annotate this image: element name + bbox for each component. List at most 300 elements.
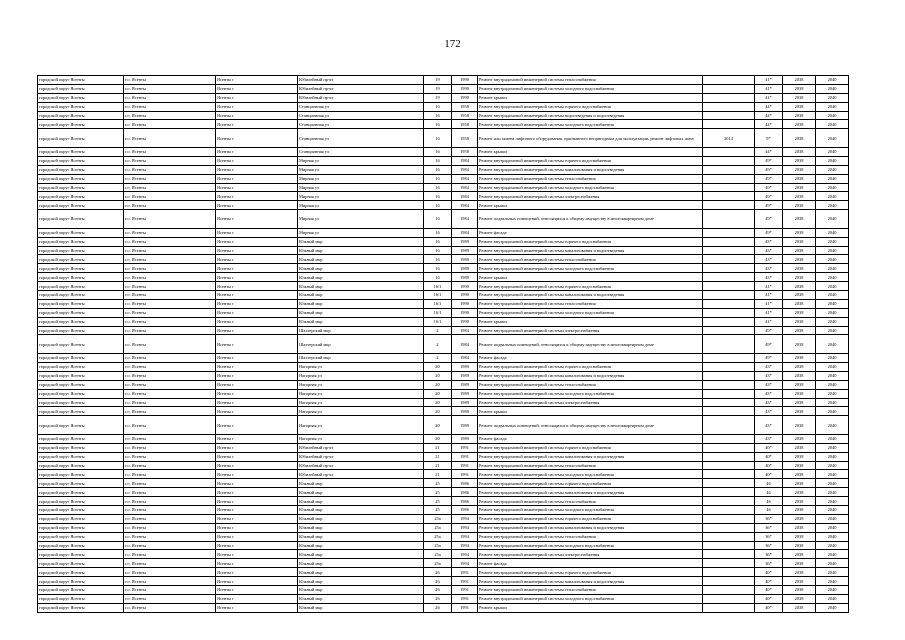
- cell-build-year: 1994: [452, 523, 478, 532]
- cell-street: Южный мкр: [298, 282, 424, 291]
- cell-period-end: 2040: [816, 273, 849, 282]
- cell-wear-percent: 43*: [755, 273, 783, 282]
- cell-build-year: 1958: [452, 129, 478, 148]
- cell-period-end: 2040: [816, 174, 849, 183]
- table-row: [38, 210, 849, 229]
- cell-settlement: г.о. Ясенты: [124, 210, 216, 229]
- cell-municipality: городской округ Ясенты: [38, 362, 124, 371]
- cell-wear-percent: 43*: [755, 237, 783, 246]
- cell-wear-percent: 49*: [755, 165, 783, 174]
- cell-work-type: Ремонт внутридомовой инженерной системы канализования и водоотведения: [478, 246, 703, 255]
- cell-street: Южный мкр: [298, 246, 424, 255]
- cell-street: Южный мкр: [298, 577, 424, 586]
- table-row: [38, 354, 849, 363]
- cell-municipality: городской округ Ясенты: [38, 129, 124, 148]
- cell-house-number: 20: [424, 362, 452, 371]
- cell-period-start: 2038: [783, 246, 816, 255]
- cell-period-start: 2038: [783, 111, 816, 120]
- cell-house-number: 16/1: [424, 308, 452, 317]
- cell-house-number: 16: [424, 228, 452, 237]
- cell-work-type: Ремонт внутридомовой инженерной системы теплоснабжения: [478, 380, 703, 389]
- table-row: [38, 407, 849, 416]
- cell-locality: Ясенты г: [216, 165, 298, 174]
- cell-build-year: 1994: [452, 532, 478, 541]
- cell-wear-percent: 43*: [755, 380, 783, 389]
- cell-wear-percent: 44*: [755, 147, 783, 156]
- cell-period-end: 2040: [816, 577, 849, 586]
- cell-build-year: 1986: [452, 479, 478, 488]
- cell-period-start: 2038: [783, 273, 816, 282]
- cell-locality: Ясенты г: [216, 443, 298, 452]
- cell-work-type: Ремонт внутридомовой инженерной системы теплоснабжения: [478, 255, 703, 264]
- cell-locality: Ясенты г: [216, 210, 298, 229]
- cell-locality: Ясенты г: [216, 550, 298, 559]
- cell-locality: Ясенты г: [216, 532, 298, 541]
- cell-settlement: г.о. Ясенты: [124, 201, 216, 210]
- cell-period-start: 2038: [783, 594, 816, 603]
- cell-work-type: Ремонт крыши: [478, 603, 703, 612]
- table-row: [38, 282, 849, 291]
- cell-wear-percent: 49*: [755, 174, 783, 183]
- cell-house-number: 19: [424, 93, 452, 102]
- cell-municipality: городской округ Ясенты: [38, 434, 124, 443]
- cell-street: Южный мкр: [298, 291, 424, 300]
- cell-lift-year: [703, 299, 755, 308]
- cell-period-start: 2038: [783, 603, 816, 612]
- cell-period-start: 2038: [783, 228, 816, 237]
- cell-build-year: 1989: [452, 371, 478, 380]
- cell-wear-percent: 43*: [755, 264, 783, 273]
- cell-wear-percent: 43*: [755, 416, 783, 435]
- cell-street: Мирная ул: [298, 228, 424, 237]
- cell-wear-percent: 49*: [755, 192, 783, 201]
- cell-period-end: 2040: [816, 264, 849, 273]
- cell-locality: Ясенты г: [216, 299, 298, 308]
- cell-period-end: 2040: [816, 102, 849, 111]
- cell-period-end: 2040: [816, 354, 849, 363]
- cell-period-end: 2040: [816, 120, 849, 129]
- table-row: [38, 497, 849, 506]
- cell-locality: Ясенты г: [216, 568, 298, 577]
- cell-settlement: г.о. Ясенты: [124, 299, 216, 308]
- cell-build-year: 1991: [452, 470, 478, 479]
- cell-locality: Ясенты г: [216, 407, 298, 416]
- cell-work-type: Ремонт внутридомовой инженерной системы холодного водоснабжения: [478, 308, 703, 317]
- cell-work-type: Ремонт внутридомовой инженерной системы горячего водоснабжения: [478, 156, 703, 165]
- cell-house-number: 16: [424, 111, 452, 120]
- cell-locality: Ясенты г: [216, 273, 298, 282]
- cell-street: Южный мкр: [298, 603, 424, 612]
- cell-street: Южный мкр: [298, 317, 424, 326]
- cell-work-type: Ремонт внутридомовой инженерной системы теплоснабжения: [478, 532, 703, 541]
- table-row: [38, 541, 849, 550]
- cell-lift-year: [703, 228, 755, 237]
- cell-house-number: 20: [424, 398, 452, 407]
- cell-period-start: 2038: [783, 470, 816, 479]
- cell-work-type: Ремонт крыши: [478, 317, 703, 326]
- cell-house-number: 21: [424, 452, 452, 461]
- cell-build-year: 1984: [452, 156, 478, 165]
- cell-municipality: городской округ Ясенты: [38, 93, 124, 102]
- cell-locality: Ясенты г: [216, 470, 298, 479]
- cell-house-number: 26: [424, 603, 452, 612]
- cell-wear-percent: 41*: [755, 317, 783, 326]
- cell-build-year: 1990: [452, 299, 478, 308]
- cell-house-number: 16: [424, 201, 452, 210]
- cell-street: Нагорная ул: [298, 389, 424, 398]
- cell-wear-percent: 36*: [755, 514, 783, 523]
- cell-municipality: городской округ Ясенты: [38, 102, 124, 111]
- cell-house-number: 16: [424, 183, 452, 192]
- cell-period-start: 2038: [783, 264, 816, 273]
- cell-wear-percent: 43*: [755, 407, 783, 416]
- cell-street: Юбилейный пр-кт: [298, 93, 424, 102]
- cell-street: Нагорная ул: [298, 416, 424, 435]
- cell-build-year: 1989: [452, 246, 478, 255]
- cell-settlement: г.о. Ясенты: [124, 559, 216, 568]
- cell-locality: Ясенты г: [216, 120, 298, 129]
- cell-wear-percent: 41*: [755, 84, 783, 93]
- cell-settlement: г.о. Ясенты: [124, 174, 216, 183]
- cell-work-type: Ремонт внутридомовой инженерной системы канализования и водоотведения: [478, 523, 703, 532]
- cell-period-start: 2038: [783, 308, 816, 317]
- cell-build-year: 1991: [452, 461, 478, 470]
- cell-house-number: 21: [424, 443, 452, 452]
- cell-period-start: 2038: [783, 210, 816, 229]
- cell-lift-year: [703, 461, 755, 470]
- cell-house-number: 2: [424, 354, 452, 363]
- cell-municipality: городской округ Ясенты: [38, 147, 124, 156]
- cell-municipality: городской округ Ясенты: [38, 497, 124, 506]
- cell-period-end: 2040: [816, 380, 849, 389]
- table-row: [38, 568, 849, 577]
- cell-settlement: г.о. Ясенты: [124, 541, 216, 550]
- cell-wear-percent: 43*: [755, 434, 783, 443]
- cell-period-end: 2040: [816, 443, 849, 452]
- cell-work-type: Ремонт крыши: [478, 201, 703, 210]
- cell-wear-percent: 49*: [755, 183, 783, 192]
- cell-lift-year: [703, 174, 755, 183]
- cell-street: Южный мкр: [298, 532, 424, 541]
- cell-municipality: городской округ Ясенты: [38, 461, 124, 470]
- cell-locality: Ясенты г: [216, 111, 298, 120]
- cell-period-start: 2038: [783, 317, 816, 326]
- cell-settlement: г.о. Ясенты: [124, 603, 216, 612]
- cell-wear-percent: 36*: [755, 550, 783, 559]
- cell-build-year: 1990: [452, 308, 478, 317]
- cell-work-type: Ремонт или замена лифтового оборудования, признанного непригодным для эксплуатации, ремонт лифтовых шахт: [478, 129, 703, 148]
- cell-period-end: 2040: [816, 335, 849, 354]
- cell-work-type: Ремонт крыши: [478, 93, 703, 102]
- cell-settlement: г.о. Ясенты: [124, 506, 216, 515]
- table-row: [38, 326, 849, 335]
- cell-street: Мирная ул: [298, 174, 424, 183]
- cell-municipality: городской округ Ясенты: [38, 282, 124, 291]
- cell-period-end: 2040: [816, 362, 849, 371]
- cell-build-year: 1990: [452, 76, 478, 85]
- table-row: [38, 362, 849, 371]
- table-row: [38, 308, 849, 317]
- cell-period-end: 2040: [816, 76, 849, 85]
- cell-settlement: г.о. Ясенты: [124, 514, 216, 523]
- cell-work-type: Ремонт внутридомовой инженерной системы теплоснабжения: [478, 586, 703, 595]
- cell-period-start: 2038: [783, 147, 816, 156]
- cell-wear-percent: 36*: [755, 559, 783, 568]
- table-row: [38, 577, 849, 586]
- cell-period-end: 2040: [816, 407, 849, 416]
- cell-work-type: Ремонт внутридомовой инженерной системы горячего водоснабжения: [478, 362, 703, 371]
- cell-locality: Ясенты г: [216, 586, 298, 595]
- cell-street: Южный мкр: [298, 523, 424, 532]
- cell-house-number: 16: [424, 147, 452, 156]
- cell-build-year: 1989: [452, 237, 478, 246]
- cell-lift-year: [703, 201, 755, 210]
- cell-work-type: Ремонт внутридомовой инженерной системы теплоснабжения: [478, 174, 703, 183]
- cell-municipality: городской округ Ясенты: [38, 291, 124, 300]
- cell-lift-year: [703, 317, 755, 326]
- cell-house-number: 25а: [424, 541, 452, 550]
- cell-municipality: городской округ Ясенты: [38, 299, 124, 308]
- cell-build-year: 1991: [452, 577, 478, 586]
- cell-street: Нагорная ул: [298, 371, 424, 380]
- cell-lift-year: [703, 111, 755, 120]
- cell-house-number: 16: [424, 246, 452, 255]
- cell-wear-percent: 43*: [755, 398, 783, 407]
- cell-municipality: городской округ Ясенты: [38, 452, 124, 461]
- table-row: [38, 434, 849, 443]
- cell-municipality: городской округ Ясенты: [38, 335, 124, 354]
- cell-wear-percent: 41*: [755, 76, 783, 85]
- cell-locality: Ясенты г: [216, 282, 298, 291]
- cell-lift-year: [703, 291, 755, 300]
- table-row: [38, 389, 849, 398]
- cell-work-type: Ремонт внутридомовой инженерной системы горячего водоснабжения: [478, 282, 703, 291]
- cell-municipality: городской округ Ясенты: [38, 407, 124, 416]
- cell-lift-year: [703, 443, 755, 452]
- cell-period-end: 2040: [816, 532, 849, 541]
- cell-locality: Ясенты г: [216, 461, 298, 470]
- cell-street: Южный мкр: [298, 506, 424, 515]
- cell-house-number: 19: [424, 84, 452, 93]
- cell-period-end: 2040: [816, 461, 849, 470]
- cell-settlement: г.о. Ясенты: [124, 111, 216, 120]
- cell-period-end: 2040: [816, 255, 849, 264]
- cell-period-start: 2038: [783, 452, 816, 461]
- cell-work-type: Ремонт внутридомовой инженерной системы горячего водоснабжения: [478, 102, 703, 111]
- cell-work-type: Ремонт внутридомовой инженерной системы водоотведения и водоотведения: [478, 111, 703, 120]
- cell-build-year: 1989: [452, 434, 478, 443]
- cell-municipality: городской округ Ясенты: [38, 568, 124, 577]
- cell-house-number: 20: [424, 416, 452, 435]
- cell-wear-percent: 43*: [755, 255, 783, 264]
- cell-period-start: 2038: [783, 326, 816, 335]
- page-number: 172: [444, 38, 461, 50]
- cell-period-start: 2038: [783, 532, 816, 541]
- cell-municipality: городской округ Ясенты: [38, 228, 124, 237]
- cell-period-end: 2040: [816, 371, 849, 380]
- cell-wear-percent: 40*: [755, 443, 783, 452]
- table-row: [38, 335, 849, 354]
- cell-wear-percent: 46: [755, 488, 783, 497]
- cell-settlement: г.о. Ясенты: [124, 586, 216, 595]
- cell-build-year: 1991: [452, 594, 478, 603]
- cell-period-start: 2038: [783, 371, 816, 380]
- cell-period-start: 2038: [783, 299, 816, 308]
- cell-period-end: 2040: [816, 506, 849, 515]
- cell-lift-year: [703, 102, 755, 111]
- cell-period-end: 2040: [816, 291, 849, 300]
- cell-settlement: г.о. Ясенты: [124, 156, 216, 165]
- cell-period-end: 2040: [816, 237, 849, 246]
- cell-lift-year: [703, 326, 755, 335]
- cell-period-start: 2038: [783, 120, 816, 129]
- cell-period-end: 2040: [816, 246, 849, 255]
- cell-lift-year: [703, 559, 755, 568]
- cell-period-end: 2040: [816, 523, 849, 532]
- cell-period-start: 2038: [783, 237, 816, 246]
- cell-work-type: Ремонт внутридомовой инженерной системы теплоснабжения: [478, 76, 703, 85]
- cell-wear-percent: 49*: [755, 210, 783, 229]
- cell-street: Станционная ул: [298, 111, 424, 120]
- cell-settlement: г.о. Ясенты: [124, 76, 216, 85]
- cell-house-number: 16: [424, 174, 452, 183]
- cell-period-end: 2040: [816, 282, 849, 291]
- cell-house-number: 25а: [424, 532, 452, 541]
- cell-build-year: 1991: [452, 568, 478, 577]
- cell-municipality: городской округ Ясенты: [38, 532, 124, 541]
- cell-period-start: 2038: [783, 443, 816, 452]
- cell-settlement: г.о. Ясенты: [124, 282, 216, 291]
- cell-house-number: 2: [424, 335, 452, 354]
- cell-work-type: Ремонт подвальных помещений, относящихся к общему имуществу в многоквартирном доме: [478, 335, 703, 354]
- cell-period-start: 2038: [783, 389, 816, 398]
- cell-street: Южный мкр: [298, 559, 424, 568]
- cell-street: Мирная ул: [298, 156, 424, 165]
- cell-lift-year: [703, 470, 755, 479]
- cell-lift-year: [703, 568, 755, 577]
- cell-wear-percent: 40*: [755, 603, 783, 612]
- table-row: [38, 84, 849, 93]
- cell-wear-percent: 40*: [755, 594, 783, 603]
- cell-locality: Ясенты г: [216, 201, 298, 210]
- table-row: [38, 550, 849, 559]
- cell-wear-percent: 40*: [755, 452, 783, 461]
- cell-period-start: 2038: [783, 586, 816, 595]
- cell-work-type: Ремонт крыши: [478, 147, 703, 156]
- repair-schedule-table: [37, 75, 849, 613]
- cell-municipality: городской округ Ясенты: [38, 317, 124, 326]
- cell-house-number: 20: [424, 380, 452, 389]
- cell-work-type: Ремонт внутридомовой инженерной системы канализования и водоотведения: [478, 488, 703, 497]
- cell-locality: Ясенты г: [216, 479, 298, 488]
- cell-work-type: Ремонт внутридомовой инженерной системы электроснабжения: [478, 550, 703, 559]
- cell-period-start: 2038: [783, 102, 816, 111]
- cell-house-number: 16: [424, 255, 452, 264]
- cell-street: Южный мкр: [298, 273, 424, 282]
- cell-locality: Ясенты г: [216, 335, 298, 354]
- cell-street: Юбилейный пр-кт: [298, 84, 424, 93]
- table-row: [38, 380, 849, 389]
- cell-house-number: 25: [424, 479, 452, 488]
- cell-settlement: г.о. Ясенты: [124, 317, 216, 326]
- cell-work-type: Ремонт внутридомовой инженерной системы канализования и водоотведения: [478, 577, 703, 586]
- cell-street: Южный мкр: [298, 299, 424, 308]
- cell-locality: Ясенты г: [216, 291, 298, 300]
- cell-period-end: 2040: [816, 129, 849, 148]
- cell-locality: Ясенты г: [216, 603, 298, 612]
- cell-municipality: городской округ Ясенты: [38, 380, 124, 389]
- cell-locality: Ясенты г: [216, 371, 298, 380]
- cell-locality: Ясенты г: [216, 317, 298, 326]
- cell-build-year: 1984: [452, 210, 478, 229]
- cell-period-start: 2038: [783, 156, 816, 165]
- cell-work-type: Ремонт внутридомовой инженерной системы холодного водоснабжения: [478, 470, 703, 479]
- cell-lift-year: [703, 93, 755, 102]
- cell-municipality: городской округ Ясенты: [38, 577, 124, 586]
- cell-wear-percent: 36*: [755, 541, 783, 550]
- cell-locality: Ясенты г: [216, 102, 298, 111]
- cell-locality: Ясенты г: [216, 488, 298, 497]
- cell-house-number: 16: [424, 102, 452, 111]
- table-row: [38, 398, 849, 407]
- table-row: [38, 183, 849, 192]
- cell-street: Южный мкр: [298, 237, 424, 246]
- cell-build-year: 1990: [452, 93, 478, 102]
- cell-house-number: 25: [424, 488, 452, 497]
- cell-lift-year: [703, 586, 755, 595]
- cell-house-number: 21: [424, 470, 452, 479]
- cell-build-year: 1990: [452, 291, 478, 300]
- cell-period-end: 2040: [816, 497, 849, 506]
- cell-work-type: Ремонт фасада: [478, 354, 703, 363]
- cell-work-type: Ремонт внутридомовой инженерной системы канализования и водоотведения: [478, 452, 703, 461]
- cell-wear-percent: 41*: [755, 299, 783, 308]
- table-row: [38, 523, 849, 532]
- cell-settlement: г.о. Ясенты: [124, 389, 216, 398]
- cell-municipality: городской округ Ясенты: [38, 603, 124, 612]
- cell-period-end: 2040: [816, 470, 849, 479]
- cell-build-year: 1991: [452, 452, 478, 461]
- cell-period-end: 2040: [816, 201, 849, 210]
- table-row: [38, 165, 849, 174]
- cell-locality: Ясенты г: [216, 354, 298, 363]
- cell-lift-year: [703, 354, 755, 363]
- cell-build-year: 1991: [452, 586, 478, 595]
- cell-settlement: г.о. Ясенты: [124, 120, 216, 129]
- cell-work-type: Ремонт внутридомовой инженерной системы холодного водоснабжения: [478, 84, 703, 93]
- cell-house-number: 26: [424, 586, 452, 595]
- cell-work-type: Ремонт подвальных помещений, относящихся к общему имуществу в многоквартирном доме: [478, 210, 703, 229]
- cell-house-number: 20: [424, 389, 452, 398]
- cell-wear-percent: 44*: [755, 102, 783, 111]
- cell-street: Нагорная ул: [298, 362, 424, 371]
- cell-settlement: г.о. Ясенты: [124, 93, 216, 102]
- cell-period-end: 2040: [816, 308, 849, 317]
- cell-lift-year: [703, 434, 755, 443]
- cell-municipality: городской округ Ясенты: [38, 479, 124, 488]
- cell-work-type: Ремонт внутридомовой инженерной системы холодного водоснабжения: [478, 506, 703, 515]
- cell-locality: Ясенты г: [216, 362, 298, 371]
- cell-settlement: г.о. Ясенты: [124, 84, 216, 93]
- cell-house-number: 16: [424, 264, 452, 273]
- cell-street: Мирная ул: [298, 165, 424, 174]
- cell-wear-percent: 40*: [755, 470, 783, 479]
- cell-lift-year: [703, 273, 755, 282]
- cell-work-type: Ремонт фасада: [478, 228, 703, 237]
- cell-locality: Ясенты г: [216, 326, 298, 335]
- cell-work-type: Ремонт внутридомовой инженерной системы канализования и водоотведения: [478, 291, 703, 300]
- cell-municipality: городской округ Ясенты: [38, 264, 124, 273]
